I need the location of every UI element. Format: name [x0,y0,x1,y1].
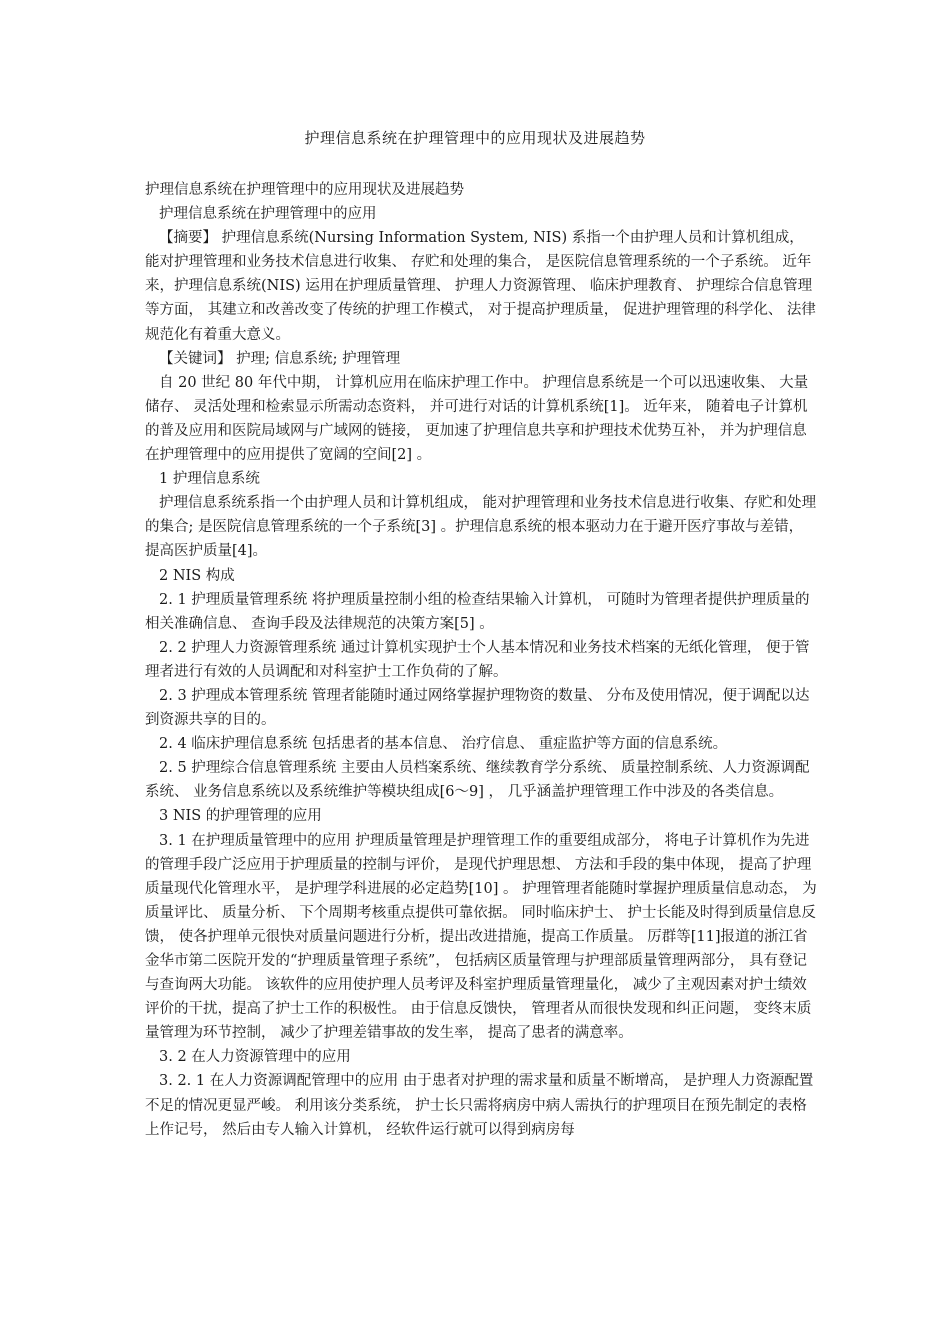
paragraph: 自 20 世纪 80 年代中期， 计算机应用在临床护理工作中。 护理信息系统是一个可以迅速收集、 大量储存、 灵活处理和检索显示所需动态资料， 并可进行对话的计算机系统[1]。 近年来， 随着电子计算机的普及应用和医院局域网与广域网的链接， 更加速了护理信息共享和护理技术优势互补， 并为护理信息在护理管理中的应用提供了宽阔的空间[2] 。 [145,374,809,464]
document-body [145,178,817,1142]
document-title: 护理信息系统在护理管理中的应用现状及进展趋势 [304,129,646,147]
paragraph: 【关键词】 护理; 信息系统; 护理管理 [159,350,401,367]
paragraph: 2. 4 临床护理信息系统 包括患者的基本信息、 治疗信息、 重症监护等方面的信息系统。 [159,736,728,753]
paragraph: 2 NIS 构成 [159,567,235,584]
paragraph: 2. 2 护理人力资源管理系统 通过计算机实现护士个人基本情况和业务技术档案的无纸化管理， 便于管理者进行有效的人员调配和对科室护士工作负荷的了解。 [145,639,810,680]
paragraph: 护理信息系统在护理管理中的应用现状及进展趋势 [145,182,464,198]
paragraph: 【摘要】 护理信息系统(Nursing Information System, NIS) 系指一个由护理人员和计算机组成， 能对护理管理和业务技术信息进行收集、 存贮和处理的集合， 是医院信息管理系统的一个子系统。 近年来，护理信息系统(NIS) 运用在护理质量管理、 护理人力资源管理、 临床护理教育、 护理综合信息管理等方面， 其建立和改善改变了传统的护理工作模式， 对于提高护理质量， 促进护理管理的科学化、 法律规范化有着重大意义。 [145,230,816,343]
paragraph: 3. 2 在人力资源管理中的应用 [159,1049,351,1066]
paragraph: 3. 1 在护理质量管理中的应用 护理质量管理是护理管理工作的重要组成部分， 将电子计算机作为先进的管理手段广泛应用于护理质量的控制与评价， 是现代护理思想、 方法和手段的集中体现， 提高了护理质量现代化管理水平， 是护理学科进展的必定趋势[10] 。 护理管理者能随时掌握护理质量信息动态， 为质量评比、 质量分析、 下个周期考核重点提供可靠依据。 同时临床护士、 护士长能及时得到质量信息反馈， 使各护理单元很快对质量问题进行分析，提出改进措施，提高工作质量。 厉群等[11]报道的浙江省金华市第二医院开发的“护理质量管理子系统”， 包括病区质量管理与护理部质量管理两部分， 具有登记与查询两大功能。 该软件的应用使护理人员考评及科室护理质量管理量化， 减少了主观因素对护士绩效评价的干扰，提高了护士工作的积极性。 由于信息反馈快， 管理者从而很快发现和纠正问题， 变终末质量管理为环节控制， 减少了护理差错事故的发生率， 提高了患者的满意率。 [145,832,817,1042]
paragraph: 2. 5 护理综合信息管理系统 主要由人员档案系统、继续教育学分系统、 质量控制系统、人力资源调配系统、 业务信息系统以及系统维护等模块组成[6～9] ， 几乎涵盖护理管理工作中涉及的各类信息。 [145,760,810,801]
paragraph: 2. 1 护理质量管理系统 将护理质量控制小组的检查结果输入计算机， 可随时为管理者提供护理质量的相关准确信息、 查询手段及法律规范的决策方案[5] 。 [145,591,810,632]
paragraph: 3 NIS 的护理管理的应用 [159,808,322,825]
paragraph: 护理信息系统在护理管理中的应用 [159,206,377,223]
paragraph: 护理信息系统系指一个由护理人员和计算机组成， 能对护理管理和业务技术信息进行收集、存贮和处理的集合; 是医院信息管理系统的一个子系统[3] 。护理信息系统的根本驱动力在于避开医疗事故与差错， 提高医护质量[4]。 [145,495,817,560]
paragraph: 1 护理信息系统 [159,471,260,488]
paragraph: 3. 2. 1 在人力资源调配管理中的应用 由于患者对护理的需求量和质量不断增高， 是护理人力资源配置不足的情况更显严峻。 利用该分类系统， 护士长只需将病房中病人需执行的护理项目在预先制定的表格上作记号， 然后由专人输入计算机， 经软件运行就可以得到病房每 [145,1073,814,1138]
paragraph: 2. 3 护理成本管理系统 管理者能随时通过网络掌握护理物资的数量、 分布及使用情况，便于调配以达到资源共享的目的。 [145,687,810,729]
